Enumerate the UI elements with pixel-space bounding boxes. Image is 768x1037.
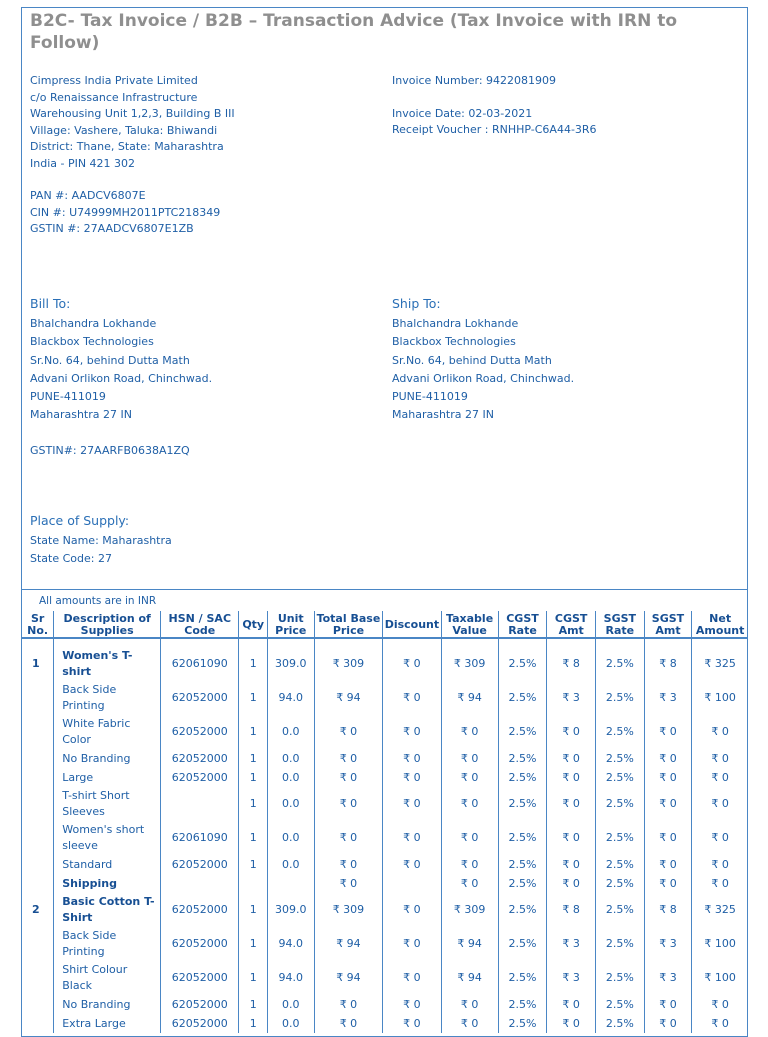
- cgst-amount-cell: ₹ 3: [547, 961, 596, 995]
- sr-no-cell: [22, 768, 54, 787]
- sgst-rate-cell: 2.5%: [596, 874, 645, 893]
- sgst-rate-cell: 2.5%: [596, 855, 645, 874]
- bill-to-gstin: GSTIN#: 27AARFB0638A1ZQ: [30, 444, 190, 458]
- sgst-amount-cell: ₹ 3: [644, 961, 692, 995]
- sgst-amount-cell: ₹ 0: [644, 821, 692, 855]
- column-header: Taxable Value: [441, 611, 498, 638]
- sgst-amount-cell: ₹ 0: [644, 749, 692, 768]
- net-amount-cell: ₹ 0: [692, 715, 748, 749]
- hsn-cell: 62052000: [161, 715, 239, 749]
- seller-line: Village: Vashere, Taluka: Bhiwandi: [30, 123, 218, 137]
- taxable-value-cell: ₹ 0: [441, 821, 498, 855]
- table-row: [22, 995, 748, 1014]
- cgst-rate-cell: 2.5%: [498, 749, 547, 768]
- sgst-rate-cell: 2.5%: [596, 787, 645, 821]
- total-base-price-cell: ₹ 0: [314, 821, 383, 855]
- total-base-price-cell: ₹ 0: [314, 715, 383, 749]
- taxable-value-cell: ₹ 0: [441, 874, 498, 893]
- cgst-amount-cell: ₹ 0: [547, 995, 596, 1014]
- total-base-price-cell: ₹ 0: [314, 768, 383, 787]
- unit-price-cell: 94.0: [267, 681, 314, 715]
- section-divider: [22, 589, 747, 590]
- discount-cell: ₹ 0: [383, 927, 441, 961]
- sgst-rate-cell: 2.5%: [596, 749, 645, 768]
- seller-pan: PAN #: AADCV6807E: [30, 189, 146, 202]
- total-base-price-cell: ₹ 309: [314, 647, 383, 681]
- sgst-amount-cell: ₹ 3: [644, 927, 692, 961]
- bill-to-line: Bhalchandra Lokhande: [30, 317, 157, 331]
- total-base-price-cell: ₹ 0: [314, 749, 383, 768]
- discount-cell: ₹ 0: [383, 961, 441, 995]
- discount-cell: ₹ 0: [383, 787, 441, 821]
- discount-cell: ₹ 0: [383, 1014, 441, 1033]
- seller-cin: CIN #: U74999MH2011PTC218349: [30, 205, 221, 219]
- hsn-cell: 62052000: [161, 768, 239, 787]
- hsn-cell: 62061090: [161, 821, 239, 855]
- ship-to-line: Blackbox Technologies: [392, 335, 516, 349]
- column-header: SGST Amt: [644, 611, 692, 638]
- cgst-amount-cell: ₹ 0: [547, 1014, 596, 1033]
- qty-cell: 1: [239, 715, 268, 749]
- table-row: [22, 681, 748, 715]
- total-base-price-cell: ₹ 0: [314, 855, 383, 874]
- unit-price-cell: 0.0: [267, 855, 314, 874]
- qty-cell: 1: [239, 855, 268, 874]
- invoice-page: [21, 7, 748, 1037]
- table-row: [22, 647, 748, 681]
- discount-cell: ₹ 0: [383, 715, 441, 749]
- table-row: [22, 768, 748, 787]
- ship-to-block: [392, 295, 574, 424]
- column-header: CGST Amt: [547, 611, 596, 638]
- sr-no-cell: [22, 855, 54, 874]
- taxable-value-cell: ₹ 0: [441, 995, 498, 1014]
- cgst-rate-cell: 2.5%: [498, 855, 547, 874]
- seller-line: Warehousing Unit 1,2,3, Building B III: [30, 107, 235, 120]
- amounts-note: All amounts are in INR: [39, 595, 157, 607]
- net-amount-cell: ₹ 0: [692, 1014, 748, 1033]
- cgst-rate-cell: 2.5%: [498, 961, 547, 995]
- qty-cell: 1: [239, 1014, 268, 1033]
- seller-line: c/o Renaissance Infrastructure: [30, 90, 198, 104]
- unit-price-cell: 94.0: [267, 961, 314, 995]
- sgst-amount-cell: ₹ 0: [644, 768, 692, 787]
- hsn-cell: 62052000: [161, 995, 239, 1014]
- table-header-row: [22, 611, 748, 638]
- taxable-value-cell: ₹ 0: [441, 749, 498, 768]
- taxable-value-cell: ₹ 0: [441, 715, 498, 749]
- sgst-amount-cell: ₹ 8: [644, 893, 692, 927]
- discount-cell: ₹ 0: [383, 647, 441, 681]
- qty-cell: 1: [239, 961, 268, 995]
- table-row: [22, 787, 748, 821]
- bill-to-line: Maharashtra 27 IN: [30, 408, 132, 422]
- cgst-rate-cell: 2.5%: [498, 681, 547, 715]
- cgst-rate-cell: 2.5%: [498, 1014, 547, 1033]
- description-cell: T-shirt Short Sleeves: [54, 787, 161, 821]
- total-base-price-cell: ₹ 94: [314, 961, 383, 995]
- cgst-rate-cell: 2.5%: [498, 768, 547, 787]
- sgst-rate-cell: 2.5%: [596, 927, 645, 961]
- net-amount-cell: ₹ 0: [692, 874, 748, 893]
- description-cell: Back Side Printing: [54, 681, 161, 715]
- hsn-cell: 62052000: [161, 961, 239, 995]
- qty-cell: 1: [239, 995, 268, 1014]
- hsn-cell: 62061090: [161, 647, 239, 681]
- bill-to-line: Blackbox Technologies: [30, 335, 154, 349]
- sr-no-cell: [22, 681, 54, 715]
- discount-cell: ₹ 0: [383, 893, 441, 927]
- column-header: Discount: [383, 611, 441, 638]
- hsn-cell: 62052000: [161, 749, 239, 768]
- sgst-amount-cell: ₹ 3: [644, 681, 692, 715]
- net-amount-cell: ₹ 0: [692, 821, 748, 855]
- sr-no-cell: [22, 927, 54, 961]
- unit-price-cell: 0.0: [267, 995, 314, 1014]
- net-amount-cell: ₹ 0: [692, 855, 748, 874]
- column-header: Description of Supplies: [54, 611, 161, 638]
- sr-no-cell: [22, 715, 54, 749]
- description-cell: Extra Large: [54, 1014, 161, 1033]
- description-cell: Standard: [54, 855, 161, 874]
- place-of-supply-label: Place of Supply:: [30, 513, 130, 528]
- cgst-rate-cell: 2.5%: [498, 715, 547, 749]
- net-amount-cell: ₹ 0: [692, 749, 748, 768]
- sgst-rate-cell: 2.5%: [596, 961, 645, 995]
- unit-price-cell: 0.0: [267, 768, 314, 787]
- bill-to-line: Sr.No. 64, behind Dutta Math: [30, 353, 190, 367]
- ship-to-line: Maharashtra 27 IN: [392, 408, 494, 422]
- unit-price-cell: [267, 874, 314, 893]
- seller-gstin: GSTIN #: 27AADCV6807E1ZB: [30, 222, 194, 235]
- total-base-price-cell: ₹ 309: [314, 893, 383, 927]
- sgst-amount-cell: ₹ 0: [644, 715, 692, 749]
- net-amount-cell: ₹ 325: [692, 647, 748, 681]
- ship-to-line: Bhalchandra Lokhande: [392, 317, 519, 331]
- sgst-rate-cell: 2.5%: [596, 681, 645, 715]
- column-header: Sr No.: [22, 611, 54, 638]
- cgst-amount-cell: ₹ 0: [547, 874, 596, 893]
- net-amount-cell: ₹ 0: [692, 787, 748, 821]
- taxable-value-cell: ₹ 309: [441, 893, 498, 927]
- hsn-cell: [161, 787, 239, 821]
- sr-no-cell: [22, 749, 54, 768]
- table-body: [22, 638, 748, 1033]
- total-base-price-cell: ₹ 0: [314, 874, 383, 893]
- qty-cell: 1: [239, 893, 268, 927]
- qty-cell: 1: [239, 927, 268, 961]
- unit-price-cell: 0.0: [267, 787, 314, 821]
- net-amount-cell: ₹ 0: [692, 995, 748, 1014]
- sr-no-cell: [22, 961, 54, 995]
- taxable-value-cell: ₹ 0: [441, 855, 498, 874]
- cgst-rate-cell: 2.5%: [498, 927, 547, 961]
- column-header: Total Base Price: [314, 611, 383, 638]
- sgst-rate-cell: 2.5%: [596, 1014, 645, 1033]
- hsn-cell: 62052000: [161, 855, 239, 874]
- taxable-value-cell: ₹ 94: [441, 927, 498, 961]
- discount-cell: [383, 874, 441, 893]
- description-cell: Basic Cotton T-Shirt: [54, 893, 161, 927]
- cgst-amount-cell: ₹ 0: [547, 855, 596, 874]
- seller-line: Cimpress India Private Limited: [30, 74, 198, 87]
- net-amount-cell: ₹ 325: [692, 893, 748, 927]
- invoice-info-block: [392, 73, 597, 139]
- sgst-rate-cell: 2.5%: [596, 893, 645, 927]
- cgst-rate-cell: 2.5%: [498, 647, 547, 681]
- hsn-cell: [161, 874, 239, 893]
- sgst-rate-cell: 2.5%: [596, 768, 645, 787]
- description-cell: Women's T-shirt: [54, 647, 161, 681]
- description-cell: Back Side Printing: [54, 927, 161, 961]
- unit-price-cell: 94.0: [267, 927, 314, 961]
- description-cell: Shipping: [54, 874, 161, 893]
- description-cell: No Branding: [54, 749, 161, 768]
- receipt-voucher: Receipt Voucher : RNHHP-C6A44-3R6: [392, 123, 597, 136]
- qty-cell: 1: [239, 647, 268, 681]
- cgst-amount-cell: ₹ 8: [547, 893, 596, 927]
- cgst-rate-cell: 2.5%: [498, 893, 547, 927]
- cgst-rate-cell: 2.5%: [498, 787, 547, 821]
- sgst-rate-cell: 2.5%: [596, 647, 645, 681]
- invoice-number: Invoice Number: 9422081909: [392, 74, 557, 87]
- cgst-rate-cell: 2.5%: [498, 874, 547, 893]
- table-row: [22, 749, 748, 768]
- net-amount-cell: ₹ 100: [692, 681, 748, 715]
- table-row: [22, 855, 748, 874]
- description-cell: No Branding: [54, 995, 161, 1014]
- hsn-cell: 62052000: [161, 893, 239, 927]
- total-base-price-cell: ₹ 94: [314, 927, 383, 961]
- sgst-amount-cell: ₹ 8: [644, 647, 692, 681]
- taxable-value-cell: ₹ 309: [441, 647, 498, 681]
- bill-to-block: [30, 295, 212, 461]
- discount-cell: ₹ 0: [383, 821, 441, 855]
- unit-price-cell: 0.0: [267, 1014, 314, 1033]
- sr-no-cell: 1: [32, 657, 40, 670]
- taxable-value-cell: ₹ 0: [441, 1014, 498, 1033]
- discount-cell: ₹ 0: [383, 768, 441, 787]
- net-amount-cell: ₹ 100: [692, 927, 748, 961]
- qty-cell: 1: [239, 821, 268, 855]
- taxable-value-cell: ₹ 94: [441, 681, 498, 715]
- bill-to-label: Bill To:: [30, 296, 71, 311]
- cgst-amount-cell: ₹ 8: [547, 647, 596, 681]
- cgst-amount-cell: ₹ 0: [547, 715, 596, 749]
- sgst-rate-cell: 2.5%: [596, 995, 645, 1014]
- table-row: [22, 927, 748, 961]
- unit-price-cell: 0.0: [267, 715, 314, 749]
- description-cell: Shirt Colour Black: [54, 961, 161, 995]
- cgst-amount-cell: ₹ 0: [547, 787, 596, 821]
- invoice-date: Invoice Date: 02-03-2021: [392, 106, 533, 120]
- discount-cell: ₹ 0: [383, 855, 441, 874]
- invoice-title: B2C- Tax Invoice / B2B – Transaction Advice (Tax Invoice with IRN to Follow): [30, 11, 678, 53]
- qty-cell: [239, 874, 268, 893]
- qty-cell: 1: [239, 787, 268, 821]
- sgst-amount-cell: ₹ 0: [644, 787, 692, 821]
- discount-cell: ₹ 0: [383, 995, 441, 1014]
- column-header: Unit Price: [267, 611, 314, 638]
- sgst-amount-cell: ₹ 0: [644, 855, 692, 874]
- sgst-amount-cell: ₹ 0: [644, 874, 692, 893]
- description-cell: Women's short sleeve: [54, 821, 161, 855]
- state-code: State Code: 27: [30, 552, 112, 566]
- items-table: [22, 611, 748, 1033]
- total-base-price-cell: ₹ 0: [314, 995, 383, 1014]
- place-of-supply-block: [30, 512, 172, 569]
- sr-no-cell: [22, 787, 54, 821]
- table-row: [22, 821, 748, 855]
- column-header: HSN / SAC Code: [161, 611, 239, 638]
- qty-cell: 1: [239, 681, 268, 715]
- description-cell: White Fabric Color: [54, 715, 161, 749]
- taxable-value-cell: ₹ 94: [441, 961, 498, 995]
- unit-price-cell: 0.0: [267, 821, 314, 855]
- discount-cell: ₹ 0: [383, 681, 441, 715]
- column-header: CGST Rate: [498, 611, 547, 638]
- ship-to-line: Sr.No. 64, behind Dutta Math: [392, 353, 552, 367]
- cgst-amount-cell: ₹ 3: [547, 681, 596, 715]
- table-row: [22, 715, 748, 749]
- sgst-amount-cell: ₹ 0: [644, 995, 692, 1014]
- sr-no-cell: [22, 995, 54, 1014]
- net-amount-cell: ₹ 0: [692, 768, 748, 787]
- bill-to-line: PUNE-411019: [30, 390, 106, 404]
- net-amount-cell: ₹ 100: [692, 961, 748, 995]
- sr-no-cell: [22, 874, 54, 893]
- column-header: SGST Rate: [596, 611, 645, 638]
- ship-to-line: PUNE-411019: [392, 390, 468, 404]
- total-base-price-cell: ₹ 94: [314, 681, 383, 715]
- sgst-amount-cell: ₹ 0: [644, 1014, 692, 1033]
- table-row: [22, 961, 748, 995]
- sgst-rate-cell: 2.5%: [596, 821, 645, 855]
- hsn-cell: 62052000: [161, 927, 239, 961]
- taxable-value-cell: ₹ 0: [441, 768, 498, 787]
- unit-price-cell: 309.0: [267, 893, 314, 927]
- taxable-value-cell: ₹ 0: [441, 787, 498, 821]
- cgst-rate-cell: 2.5%: [498, 995, 547, 1014]
- column-header: Qty: [239, 611, 268, 638]
- qty-cell: 1: [239, 749, 268, 768]
- unit-price-cell: 0.0: [267, 749, 314, 768]
- cgst-amount-cell: ₹ 3: [547, 927, 596, 961]
- column-header: Net Amount: [692, 611, 748, 638]
- sr-no-cell: [22, 821, 54, 855]
- cgst-amount-cell: ₹ 0: [547, 749, 596, 768]
- table-row: [22, 893, 748, 927]
- qty-cell: 1: [239, 768, 268, 787]
- sgst-rate-cell: 2.5%: [596, 715, 645, 749]
- seller-block: [30, 73, 235, 238]
- sr-no-cell: 2: [32, 903, 40, 916]
- cgst-amount-cell: ₹ 0: [547, 768, 596, 787]
- total-base-price-cell: ₹ 0: [314, 1014, 383, 1033]
- unit-price-cell: 309.0: [267, 647, 314, 681]
- cgst-rate-cell: 2.5%: [498, 821, 547, 855]
- hsn-cell: 62052000: [161, 1014, 239, 1033]
- state-name: State Name: Maharashtra: [30, 534, 172, 548]
- table-row: [22, 874, 748, 893]
- ship-to-line: Advani Orlikon Road, Chinchwad.: [392, 371, 575, 385]
- seller-line: India - PIN 421 302: [30, 156, 136, 170]
- cgst-amount-cell: ₹ 0: [547, 821, 596, 855]
- bill-to-line: Advani Orlikon Road, Chinchwad.: [30, 371, 213, 385]
- description-cell: Large: [54, 768, 161, 787]
- total-base-price-cell: ₹ 0: [314, 787, 383, 821]
- ship-to-label: Ship To:: [392, 296, 441, 311]
- hsn-cell: 62052000: [161, 681, 239, 715]
- discount-cell: ₹ 0: [383, 749, 441, 768]
- seller-line: District: Thane, State: Maharashtra: [30, 140, 224, 153]
